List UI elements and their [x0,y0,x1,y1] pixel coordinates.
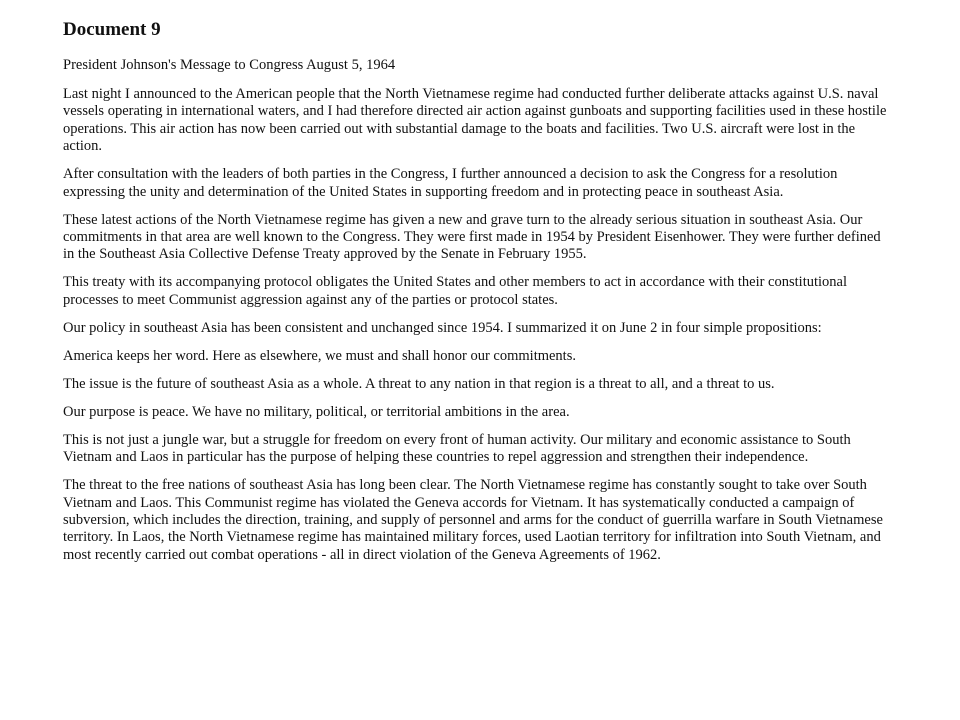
paragraph-4: This treaty with its accompanying protocol obligates the United States and other members to act in accordance with their constitutional processes to meet Communist aggression against any of the parties or protocol states. [63,274,847,308]
paragraph-10: The threat to the free nations of southeast Asia has long been clear. The North Vietnamese regime has constantly sought to take over South Vietnam and Laos. This Communist regime has violated the Geneva accords for Vietnam. It has systematically conducted a campaign of subversion, which includes the direction, training, and supply of personnel and arms for the conduct of guerrilla warfare in South Vietnamese territory. In Laos, the North Vietnamese regime has maintained military forces, used Laotian territory for infiltration into South Vietnam, and most recently carried out combat operations - all in direct violation of the Geneva Agreements of 1962. [63,477,883,563]
paragraph-9: This is not just a jungle war, but a struggle for freedom on every front of human activity. Our military and economic assistance to South Vietnam and Laos in particular has the purpose of helping these countries to repel aggression and strengthen their independence. [63,431,851,466]
paragraph-8: Our purpose is peace. We have no military, political, or territorial ambitions in the area. [63,403,570,420]
paragraph-3: These latest actions of the North Vietnamese regime has given a new and grave turn to the already serious situation in southeast Asia. Our commitments in that area are well known to the Congress. They were first made in 1954 by President Eisenhower. They were further defined in the Southeast Asia Collective Defense Treaty approved by the Senate in February 1955. [63,211,881,263]
paragraph-6: America keeps her word. Here as elsewhere, we must and shall honor our commitments. [63,347,576,364]
document-page [63,18,893,575]
paragraph-2: After consultation with the leaders of both parties in the Congress, I further announced a decision to ask the Congress for a resolution expressing the unity and determination of the United States in supporting freedom and in protecting peace in southeast Asia. [63,166,838,200]
paragraph-1: Last night I announced to the American people that the North Vietnamese regime had conducted further deliberate attacks against U.S. naval vessels operating in international waters, and I had therefore directed air action against gunboats and supporting facilities used in these hostile operations. This air action has now been carried out with substantial damage to the boats and facilities. Two U.S. aircraft were lost in the action. [63,86,887,155]
document-title: Document 9 [63,19,161,40]
paragraph-7: The issue is the future of southeast Asia as a whole. A threat to any nation in that region is a threat to all, and a threat to us. [63,375,775,392]
paragraph-5: Our policy in southeast Asia has been consistent and unchanged since 1954. I summarized it on June 2 in four simple propositions: [63,319,822,336]
document-subtitle: President Johnson's Message to Congress August 5, 1964 [63,57,396,73]
